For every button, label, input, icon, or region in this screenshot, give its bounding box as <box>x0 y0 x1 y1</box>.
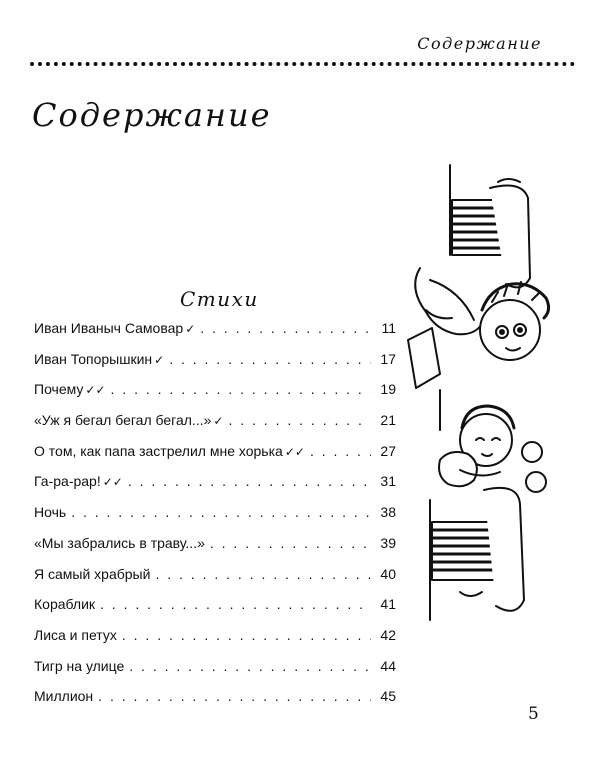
toc-entry-title: «Уж я бегал бегал бегал...» <box>34 412 212 429</box>
toc-entry-page: 39 <box>380 534 396 551</box>
toc-entry-page: 40 <box>380 565 396 582</box>
book <box>408 328 440 388</box>
check-mark-icon: ✓✓ <box>102 475 123 490</box>
dot-leader <box>200 320 371 336</box>
toc-entry[interactable] <box>34 412 396 443</box>
toc-entry-title: Иван Иваныч Самовар <box>34 320 184 336</box>
toc-entry[interactable] <box>34 443 396 474</box>
table-of-contents <box>34 320 396 719</box>
toc-entry-page: 44 <box>380 657 396 674</box>
dot-leader <box>98 688 371 704</box>
toc-entry-page: 45 <box>380 688 396 705</box>
toc-entry[interactable] <box>34 566 396 597</box>
toc-entry-title: Ночь <box>34 504 67 521</box>
dotted-divider <box>30 62 575 66</box>
check-mark-icon: ✓✓ <box>284 444 305 459</box>
toc-entry-title: Почему <box>34 381 84 398</box>
toc-entry[interactable] <box>34 658 396 689</box>
check-mark-icon: ✓ <box>185 322 196 336</box>
toc-entry[interactable] <box>34 535 396 566</box>
toc-entry-page: 41 <box>380 596 396 613</box>
toc-entry-page: 27 <box>380 442 396 459</box>
section-title: Стихи <box>180 287 259 311</box>
toc-entry[interactable] <box>34 381 396 412</box>
toc-entry[interactable] <box>34 688 396 719</box>
dot-leader <box>129 658 371 674</box>
dot-leader <box>128 473 371 489</box>
dot-leader <box>169 351 371 367</box>
dot-leader <box>210 535 371 551</box>
toc-entry-page: 42 <box>380 626 396 643</box>
bench-top <box>450 165 530 287</box>
toc-entry-title: Иван Топорышкин <box>34 350 153 367</box>
dot-leader <box>228 412 371 428</box>
toc-entry-title: Миллион <box>34 688 94 705</box>
page-number: 5 <box>528 704 539 724</box>
toc-entry-title: Лиса и петух <box>34 626 117 643</box>
dot-leader <box>310 443 371 459</box>
toc-entry-title: Тигр на улице <box>34 657 125 674</box>
toc-entry-page: 31 <box>380 473 396 490</box>
check-mark-icon: ✓ <box>154 352 165 367</box>
toc-entry[interactable] <box>34 596 396 627</box>
check-mark-icon: ✓✓ <box>85 383 106 398</box>
page-title: Содержание <box>32 96 272 134</box>
dot-leader <box>122 627 371 643</box>
dot-leader <box>155 566 371 582</box>
toc-entry-title: Га-ра-рар! <box>34 473 101 490</box>
toc-entry[interactable] <box>34 504 396 535</box>
toc-entry-title: «Мы забрались в траву...» <box>34 534 205 551</box>
toc-entry-page: 19 <box>380 381 396 398</box>
toc-entry-title: О том, как папа застрелил мне хорька <box>34 442 283 459</box>
toc-entry[interactable] <box>34 627 396 658</box>
toc-entry-title: Кораблик <box>34 596 96 613</box>
girl-figure <box>439 390 546 492</box>
toc-entry[interactable] <box>34 473 396 504</box>
toc-entry-page: 17 <box>380 350 396 367</box>
dot-leader <box>71 504 371 520</box>
toc-entry[interactable] <box>34 320 396 351</box>
dot-leader <box>100 596 371 612</box>
toc-entry-page: 11 <box>381 320 396 336</box>
running-header: Содержание <box>417 34 542 53</box>
children-reading-illustration <box>400 160 560 630</box>
toc-entry-title: Я самый храбрый <box>34 565 151 582</box>
toc-entry-page: 21 <box>380 412 396 429</box>
toc-entry-page: 38 <box>380 504 396 521</box>
check-mark-icon: ✓ <box>213 414 224 429</box>
dot-leader <box>111 381 371 397</box>
toc-entry[interactable] <box>34 351 396 382</box>
bench-bottom <box>430 488 524 620</box>
